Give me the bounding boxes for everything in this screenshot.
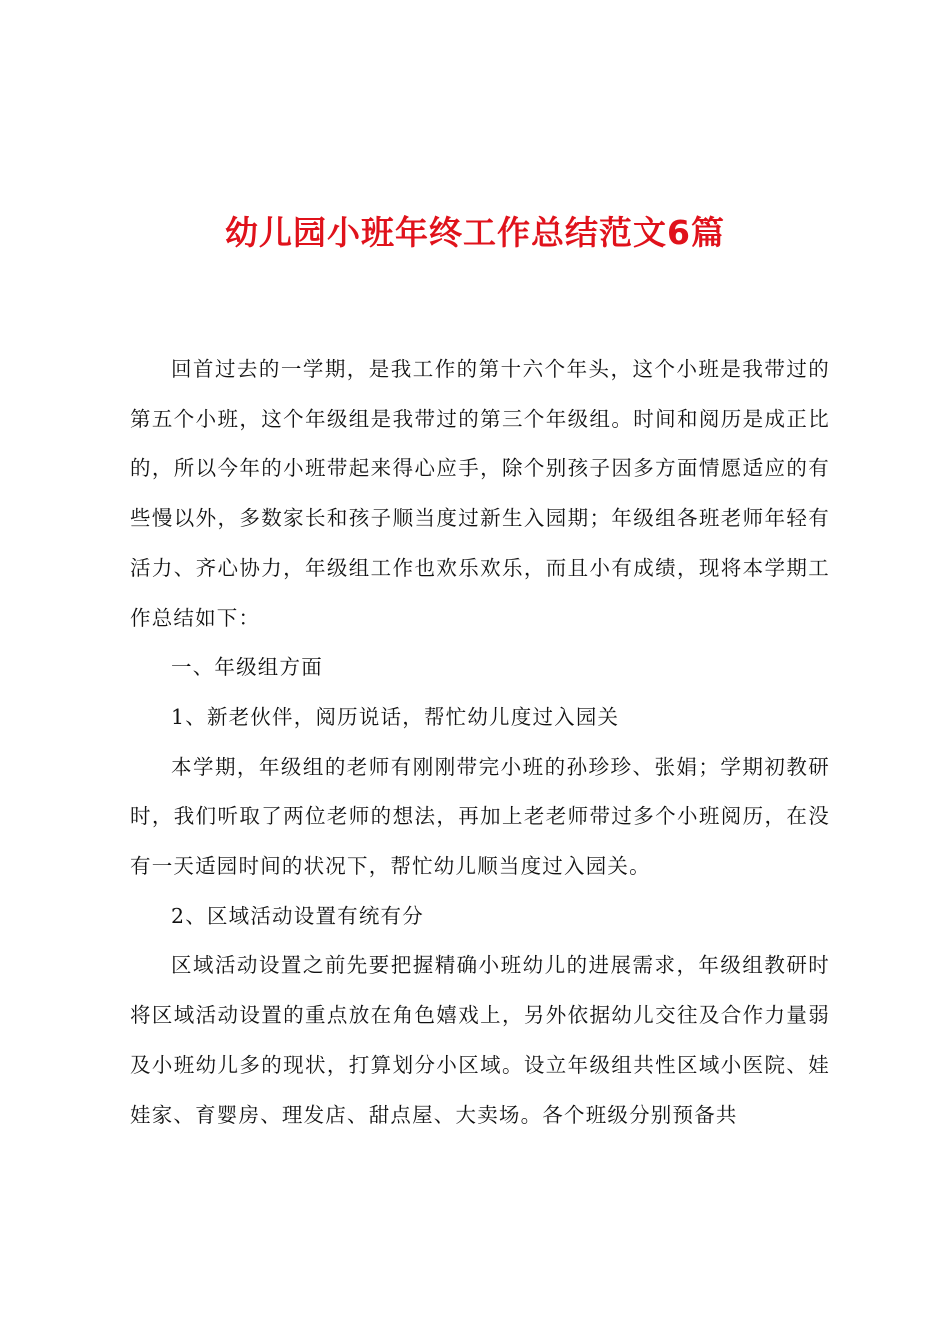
subheading-area-activities: 2、区域活动设置有统有分 bbox=[171, 903, 424, 928]
paragraph-intro: 回首过去的一学期，是我工作的第十六个年头，这个小班是我带过的第五个小班，这个年级组是我带过的第三个年级组。时间和阅历是成正比的，所以今年的小班带起来得心应手，除个别孩子因多方面情愿适应的有些慢以外，多数家长和孩子顺当度过新生入园期；年级组各班老师年轻有活力、齐心协力，年级组工作也欢乐欢乐，而且小有成绩，现将本学期工作总结如下： bbox=[130, 357, 830, 630]
document-title: 幼儿园小班年终工作总结范文6篇 bbox=[225, 213, 725, 252]
paragraph-semester-teachers: 本学期，年级组的老师有刚刚带完小班的孙珍珍、张娟；学期初教研时，我们听取了两位老师的想法，再加上老老师带过多个小班阅历，在没有一天适园时间的状况下，帮忙幼儿顺当度过入园关。 bbox=[130, 754, 830, 879]
paragraph-area-activities: 区域活动设置之前先要把握精确小班幼儿的进展需求，年级组教研时将区域活动设置的重点放在角色嬉戏上，另外依据幼儿交往及合作力量弱及小班幼儿多的现状，打算划分小区域。设立年级组共性区域小医院、娃娃家、育婴房、理发店、甜点屋、大卖场。各个班级分别预备共 bbox=[130, 953, 830, 1127]
document-body bbox=[130, 345, 830, 1140]
subheading-new-old-partners: 1、新老伙伴，阅历说话，帮忙幼儿度过入园关 bbox=[171, 704, 620, 729]
section-heading-grade-group: 一、年级组方面 bbox=[171, 655, 323, 680]
